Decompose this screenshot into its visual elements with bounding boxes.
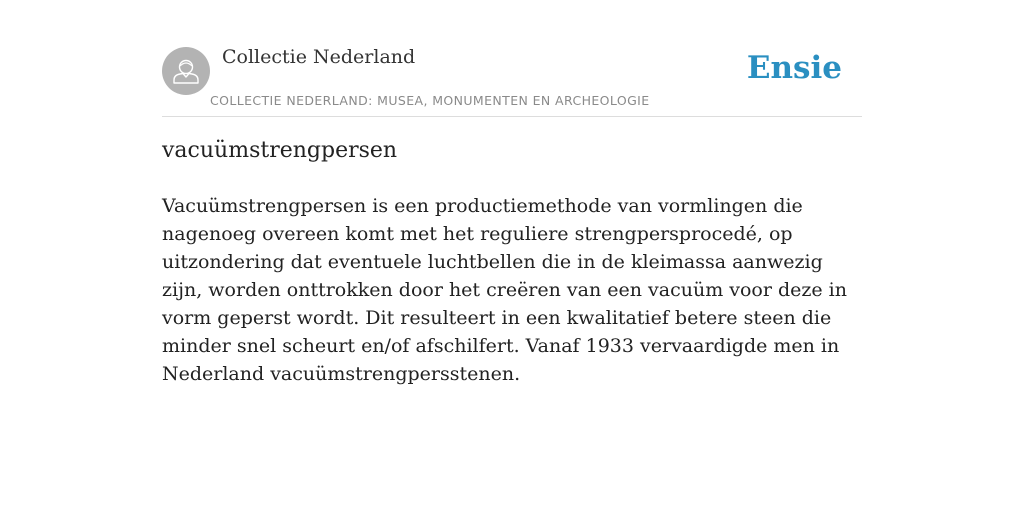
entry-term: vacuümstrengpersen bbox=[162, 138, 398, 163]
user-icon bbox=[162, 47, 210, 95]
source-description: COLLECTIE NEDERLAND: MUSEA, MONUMENTEN EN ARCHEOLOGIE bbox=[210, 93, 650, 108]
brand-logo[interactable]: Ensie bbox=[746, 50, 842, 86]
entry-definition: Vacuümstrengpersen is een productiemethode van vormlingen die nagenoeg overeen komt met het reguliere strengpersprocedé, op uitzondering dat eventuele luchtbellen die in de kleimassa aanwezig zijn, worden onttrokken door het creëren van een vacuüm voor deze in vorm geperst wordt. Dit resulteert in een kwalitatief betere steen die minder snel scheurt en/of afschilfert. Vanaf 1933 vervaardigde men in Nederland vacuümstrengpersstenen. bbox=[162, 195, 847, 385]
source-name[interactable]: Collectie Nederland bbox=[222, 46, 416, 68]
source-header bbox=[162, 40, 862, 117]
avatar[interactable] bbox=[162, 47, 210, 95]
